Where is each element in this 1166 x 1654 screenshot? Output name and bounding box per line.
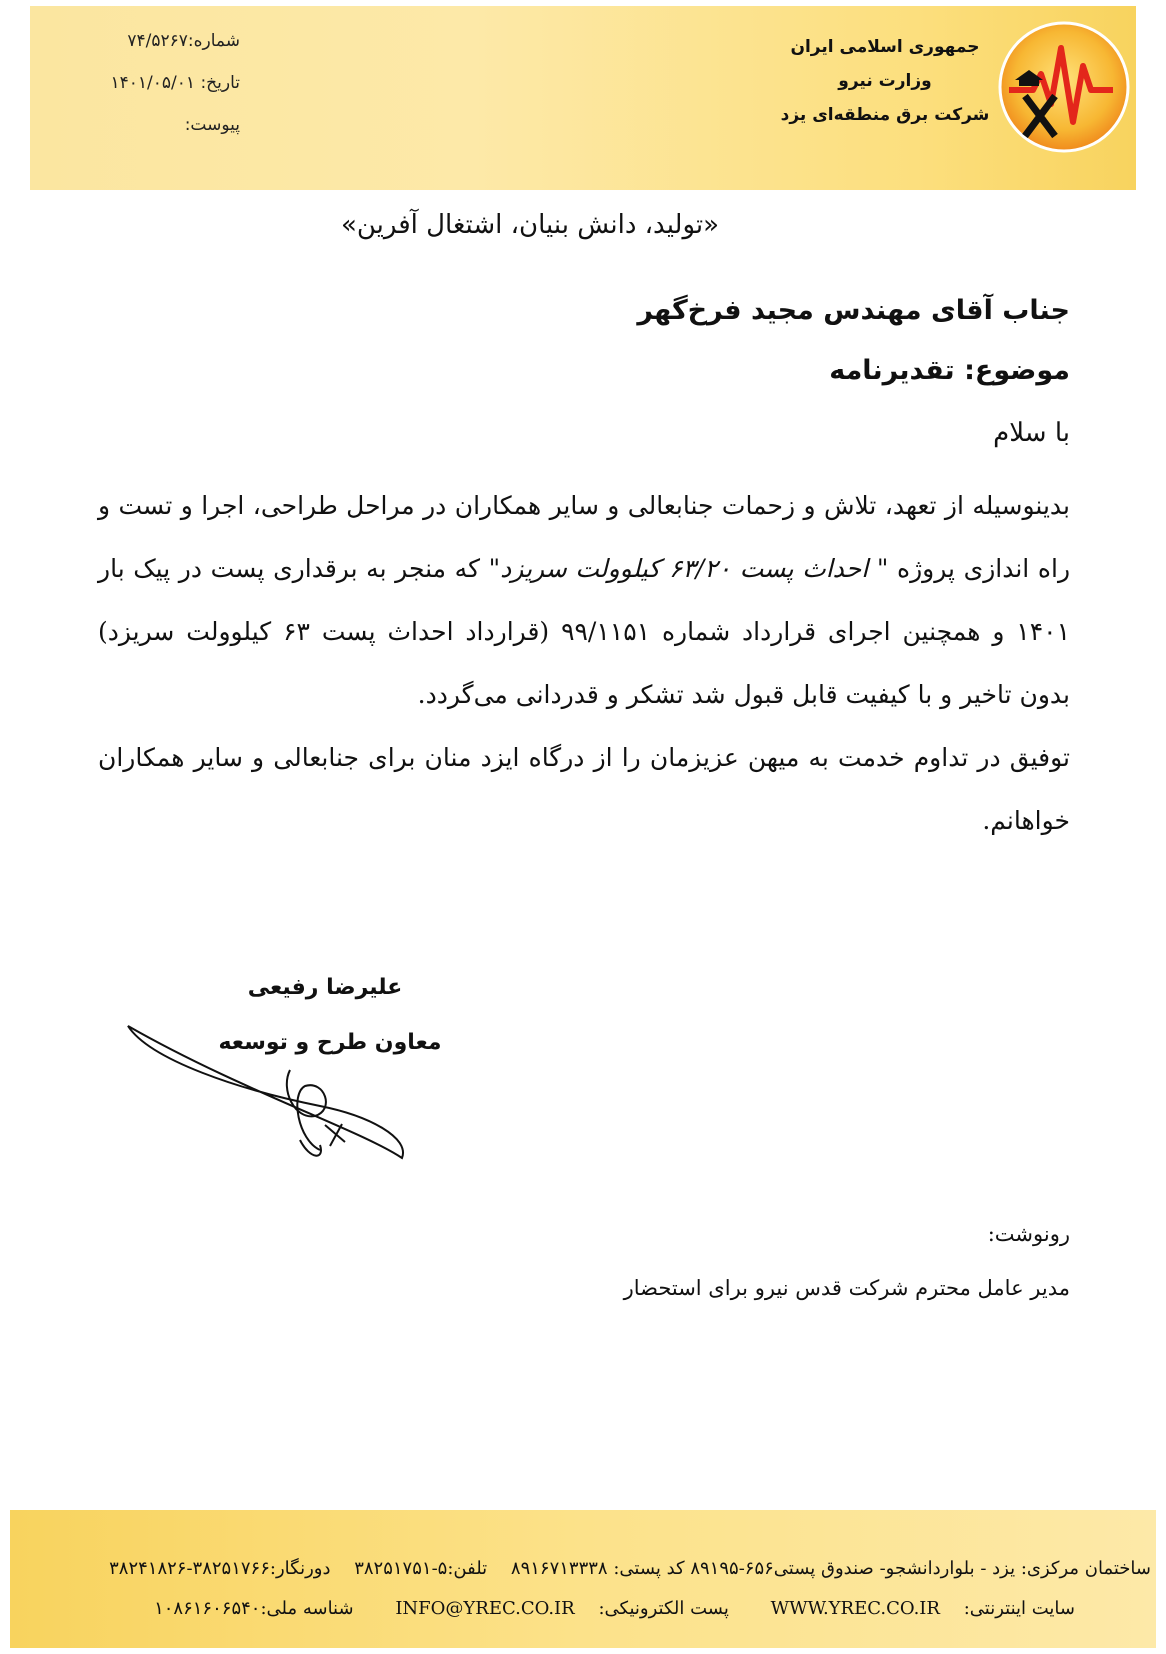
- footer-national-id: شناسه ملی:۱۰۸۶۱۶۰۶۵۴۰: [154, 1598, 354, 1619]
- website-link[interactable]: WWW.YREC.CO.IR: [770, 1598, 940, 1619]
- signatory-title: معاون طرح و توسعه: [218, 1030, 442, 1055]
- email-label: پست الکترونیکی:: [598, 1598, 729, 1619]
- body-text-part1: بدینوسیله از تعهد، تلاش و زحمات جنابعالی و سایر همکاران در مراحل طراحی، اجرا و تست و راه اندازی پروژه: [98, 491, 1071, 583]
- number-value: ۷۴/۵۲۶۷: [127, 31, 188, 51]
- footer-contact-line: [15, 1558, 1151, 1579]
- letter-body: [98, 474, 1070, 852]
- cc-recipient: مدیر عامل محترم شرکت قدس نیرو برای استحضار: [623, 1276, 1070, 1300]
- company-logo-icon: [995, 18, 1133, 156]
- project-name: " احداث پست ۶۳/۲۰ کیلوولت سریزد": [488, 554, 889, 583]
- body-text-part2: که منجر به برقداری پست در پیک بار ۱۴۰۱ و همچنین اجرای قرارداد شماره ۹۹/۱۱۵۱ (قرارداد احداث پست ۶۳ کیلوولت سریزد) بدون تاخیر و با کیفیت قابل قبول شد تشکر و قدردانی می‌گردد.: [98, 554, 1071, 709]
- letter-meta: [40, 20, 240, 146]
- subject: موضوع: تقدیرنامه: [829, 355, 1070, 386]
- greeting: با سلام: [993, 418, 1070, 448]
- footer-band: [10, 1510, 1156, 1648]
- annual-motto: «تولید، دانش بنیان، اشتغال آفرین»: [340, 210, 720, 240]
- letter-date: [40, 62, 240, 104]
- body-paragraph-2: توفیق در تداوم خدمت به میهن عزیزمان را از درگاه ایزد منان برای جنابعالی و سایر همکاران خواهانم.: [98, 743, 1070, 835]
- body-paragraph-1: [98, 474, 1070, 726]
- handwritten-signature: [120, 1020, 440, 1180]
- footer-fax: دورنگار:۳۸۲۵۱۷۶۶-۳۸۲۴۱۸۲۶: [109, 1558, 331, 1579]
- signatory-name: علیرضا رفیعی: [247, 975, 403, 1000]
- date-label: تاریخ:: [200, 73, 240, 93]
- number-label: شماره:: [187, 31, 240, 51]
- footer-email: [377, 1598, 729, 1619]
- footer-phone: تلفن:۵-۳۸۲۵۱۷۵۱: [354, 1558, 488, 1579]
- footer-address: ساختمان مرکزی: یزد - بلواردانشجو- صندوق پستی۶۵۶-۸۹۱۹۵ کد پستی: ۸۹۱۶۷۱۳۳۳۸: [510, 1558, 1151, 1579]
- org-line-company: شرکت برق منطقه‌ای یزد: [780, 105, 990, 125]
- org-line-country: جمهوری اسلامی ایران: [790, 37, 980, 57]
- organization-name: [780, 30, 990, 132]
- email-link[interactable]: INFO@YREC.CO.IR: [395, 1598, 575, 1619]
- letter-attachment: [40, 104, 240, 146]
- footer-website: [753, 1598, 1075, 1619]
- website-label: سایت اینترنتی:: [963, 1598, 1075, 1619]
- org-line-ministry: وزارت نیرو: [838, 71, 932, 91]
- cc-label: رونوشت:: [987, 1222, 1070, 1246]
- recipient: جناب آقای مهندس مجید فرخ‌گهر: [637, 295, 1070, 326]
- letter-number: [40, 20, 240, 62]
- date-value: ۱۴۰۱/۰۵/۰۱: [110, 73, 196, 93]
- footer-web-line: [15, 1598, 1075, 1619]
- attachment-label: پیوست:: [184, 115, 240, 135]
